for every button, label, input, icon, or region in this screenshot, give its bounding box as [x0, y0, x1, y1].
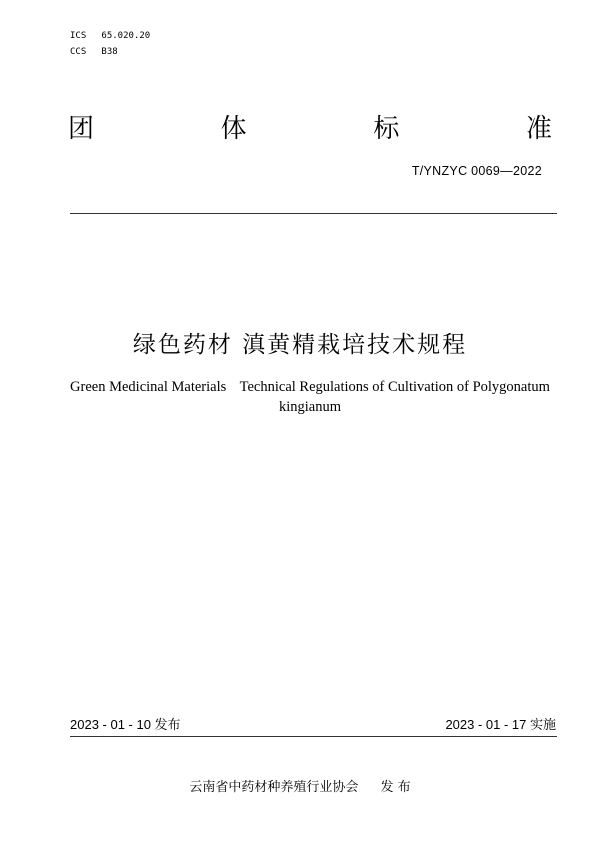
ccs-code: B38 [101, 47, 118, 57]
issuer [0, 776, 600, 795]
doc-type-char: 团 [68, 114, 95, 144]
effective-date: 2023 - 01 - 17 实施 [445, 717, 556, 732]
ccs-label: CCS [70, 47, 87, 57]
issuer-action: 发 布 [380, 780, 411, 795]
title-chinese: 绿色药材 滇黄精栽培技术规程 [132, 332, 468, 358]
title-english [60, 377, 560, 417]
ccs-row [70, 44, 150, 60]
doc-type-char: 标 [373, 114, 400, 144]
issuer-name: 云南省中药材种养殖行业协会 [189, 780, 359, 795]
doc-type-char: 准 [525, 114, 552, 144]
ics-row [70, 28, 150, 44]
standard-number: T/YNZYC 0069—2022 [411, 164, 542, 178]
header-divider [70, 213, 557, 214]
footer-divider [70, 736, 557, 737]
publish-date: 2023 - 01 - 10 发布 [70, 717, 181, 732]
title-english-part2: Technical Regulations of Cultivation of Polygonatum kingianum [239, 379, 550, 415]
document-type-title [68, 112, 552, 146]
title-english-part1: Green Medicinal Materials [70, 379, 227, 395]
ics-code: 65.020.20 [101, 31, 151, 41]
doc-type-char: 体 [220, 114, 247, 144]
ics-label: ICS [70, 31, 87, 41]
classification-codes [70, 28, 150, 60]
